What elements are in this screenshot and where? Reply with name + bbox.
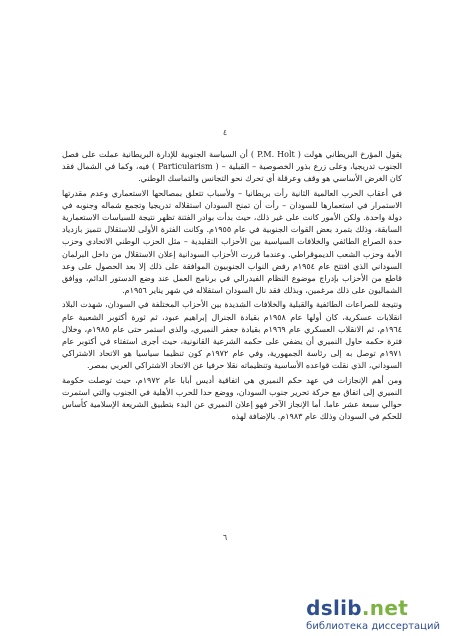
watermark-subtitle: библиотека диссертаций [306, 621, 440, 632]
page-number-bottom: ٦ [222, 533, 228, 542]
watermark-brand-accent: .net [361, 596, 409, 620]
watermark-logo[interactable] [306, 596, 440, 632]
paragraph-2: في أعقاب الحرب العالمية الثانية رأت بريطانيا – ولأسباب تتعلق بمصالحها الاستعماري وعدم مقدرتها الاستمرار في استعمارها للسودان – رأت أن تمنح السودان استقلاله تدريجيا وتجمع شماله وجنوبه في دولة واحدة. ولكن الأمور كانت على غير ذلك، حيث بدأت بوادر الفتنة تظهر نتيجة للسياسات الاستعمارية السابقة، وذلك بتمرد بعض القوات الجنوبية في عام ١٩٥٥م. وكانت الفترة الأولى للاستقلال تتميز بازدياد حدة الصراع الطائفي والخلافات السياسية بين الأحزاب التقليدية – مثل الحزب الوطني الاتحادي وحزب الأمة وحزب الشعب الديموقراطي. وعندما قررت الأحزاب السودانية إعلان الاستقلال من داخل البرلمان السوداني الذي افتتح عام ١٩٥٤م رفض النواب الجنوبيون الموافقة على ذلك إلا بعد الحصول على وعد قاطع من الأحزاب بإدراج موضوع النظام الفيدرالي في برنامج العمل عند وضع الدستور الدائم، ووافق الشماليون على ذلك مرغمين، وبذلك فقد نال السودان استقلاله في شهر يناير ١٩٥٦م. [62, 188, 403, 296]
page-number-top: ٤ [222, 128, 228, 137]
paragraph-1: يقول المؤرخ البريطاني هولت ( P.M. Holt ) أن السياسة الجنوبية للإدارة البريطانية عملت على فصل الجنوب تدريجيا، وعلى زرع بذور الخصوصية – القبلية – ( Particularism ) فيه، وكما في الشمال فقد كان الغرض الأساسي هو وقف وعرقلة أي تحرك نحو التجانس والتماسك الوطني. [62, 150, 402, 184]
watermark-brand: dslib [306, 596, 362, 620]
paragraph-4: ومن أهم الإنجازات في عهد حكم النميري هي اتفاقية أديس أبابا عام ١٩٧٢م، حيث توصلت حكومة النميري إلى اتفاق مع حركة تحرير جنوب السودان، ووضع حدا للحرب الأهلية في الجنوب والتي استمرت حوالي سبعة عشر عاما. أما الإنجاز الآخر فهو إعلان النميري عن البدء بتطبيق الشريعة الإسلامية كأساس للحكم في السودان وذلك عام ١٩٨٣م. بالإضافة لهذه [62, 375, 402, 422]
document-body [62, 149, 402, 425]
paragraph-3: ونتيجة للصراعات الطائفية والقبلية والخلافات الشديدة بين الأحزاب المختلفة في السودان، شهدت البلاد انقلابات عسكرية، كان أولها عام ١٩٥٨م بقيادة الجنرال إبراهيم عبود، ثم ثورة أكتوبر الشعبية عام ١٩٦٤م، ثم الانقلاب العسكري عام ١٩٦٩م بقيادة جعفر النميري، والذي استمر حتى عام ١٩٨٥م، وخلال فترة حكمه حاول النميري أن يضفي على حكمه الشرعية القانونية، حيث أجرى استفتاء في أكتوبر عام ١٩٧١م توصل به إلى رئاسة الجمهورية، وفي عام ١٩٧٢م كون تنظيما سياسيا هو الاتحاد الاشتراكي السوداني، الذي نقلت قواعده الأساسية وتنظيماته نقلا حرفيا عن الاتحاد الاشتراكي العربي بمصر. [62, 300, 403, 371]
